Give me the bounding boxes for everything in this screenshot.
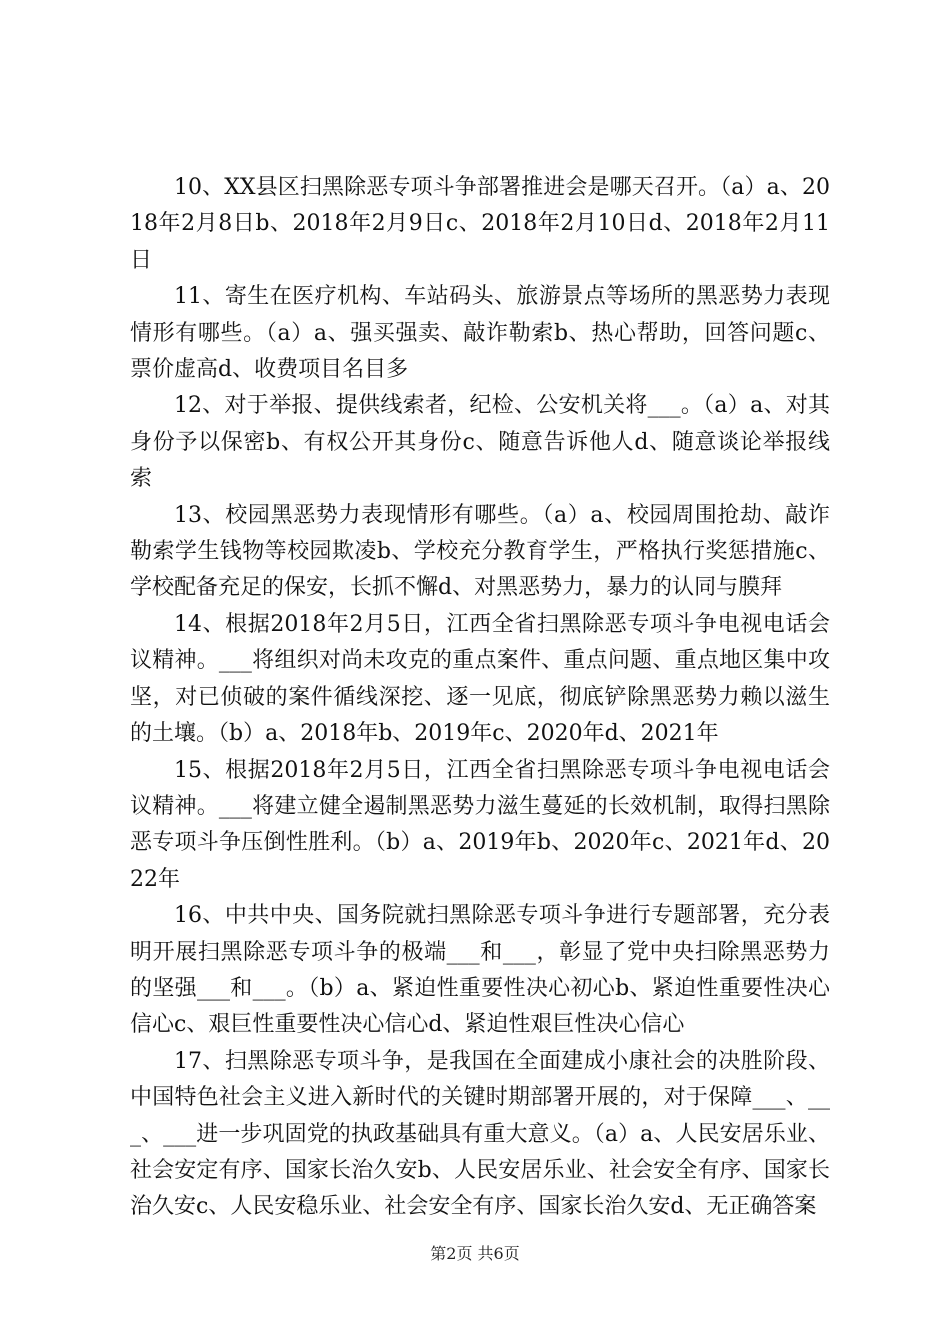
question-15: 15、根据2018年2月5日，江西全省扫黑除恶专项斗争电视电话会议精神。___将建立健全遏制黑恶势力滋生蔓延的长效机制，取得扫黑除恶专项斗争压倒性胜利。（b）a、2019年b、2020年c、2021年d、2022年 — [130, 757, 830, 892]
question-16: 16、中共中央、国务院就扫黑除恶专项斗争进行专题部署，充分表明开展扫黑除恶专项斗争的极端___和___，彰显了党中央扫除黑恶势力的坚强___和___。（b）a、紧迫性重要性决心初心b、紧迫性重要性决心信心c、艰巨性重要性决心信心d、紧迫性艰巨性决心信心 — [130, 903, 830, 1038]
question-17: 17、扫黑除恶专项斗争，是我国在全面建成小康社会的决胜阶段、中国特色社会主义进入新时代的关键时期部署开展的，对于保障___、___、___进一步巩固党的执政基础具有重大意义。（a）a、人民安居乐业、社会安定有序、国家长治久安b、人民安居乐业、社会安全有序、国家长治久安c、人民安稳乐业、社会安全有序、国家长治久安d、无正确答案 — [130, 1048, 830, 1220]
question-13: 13、校园黑恶势力表现情形有哪些。（a）a、校园周围抢劫、敲诈勒索学生钱物等校园欺凌b、学校充分教育学生，严格执行奖惩措施c、学校配备充足的保安，长抓不懈d、对黑恶势力，暴力的认同与膜拜 — [130, 502, 830, 601]
question-14: 14、根据2018年2月5日，江西全省扫黑除恶专项斗争电视电话会议精神。___将组织对尚未攻克的重点案件、重点问题、重点地区集中攻坚，对已侦破的案件循线深挖、逐一见底，彻底铲除黑恶势力赖以滋生的土壤。（b）a、2018年b、2019年c、2020年d、2021年 — [130, 611, 830, 747]
question-10: 10、XX县区扫黑除恶专项斗争部署推进会是哪天召开。（a）a、2018年2月8日b、2018年2月9日c、2018年2月10日d、2018年2月11日 — [130, 175, 830, 273]
page-footer: 第2页 共6页 — [430, 1244, 520, 1263]
document-body — [130, 170, 830, 1226]
question-11: 11、寄生在医疗机构、车站码头、旅游景点等场所的黑恶势力表现情形有哪些。（a）a、强买强卖、敲诈勒索b、热心帮助，回答问题c、票价虚高d、收费项目名目多 — [130, 284, 830, 383]
question-12: 12、对于举报、提供线索者，纪检、公安机关将___。（a）a、对其身份予以保密b、有权公开其身份c、随意告诉他人d、随意谈论举报线索 — [130, 393, 830, 492]
